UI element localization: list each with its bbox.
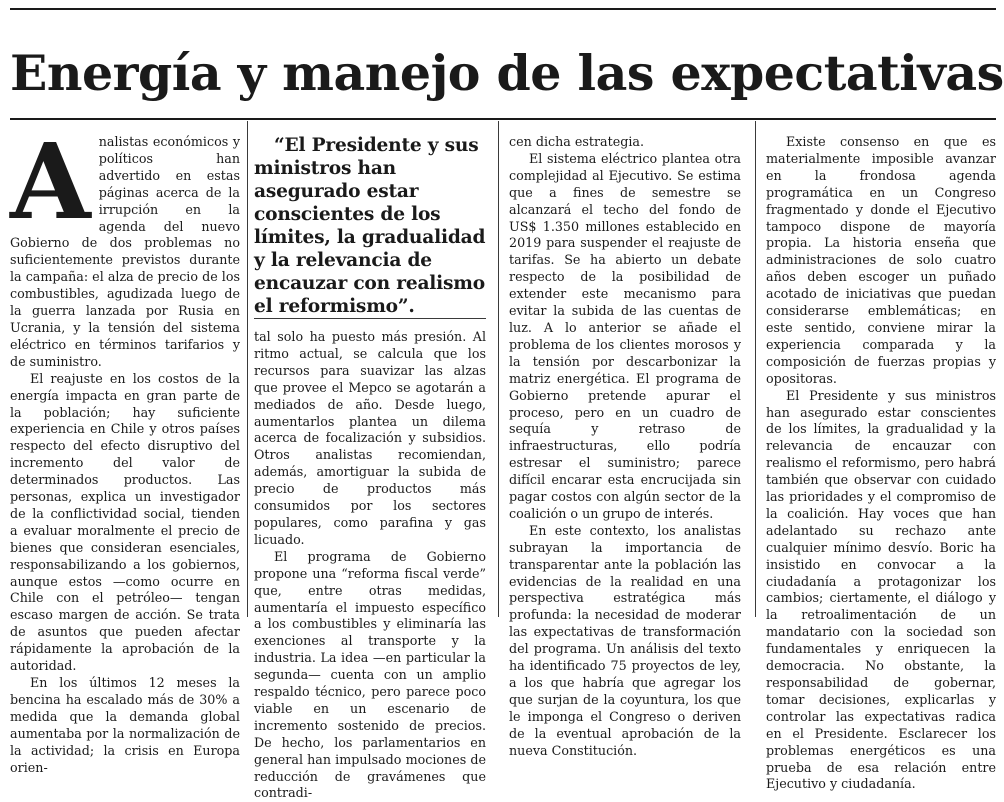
pull-quote: “El Presidente y sus ministros han asegurado estar conscientes de los límites, la gradualidad y la relevancia de encauzar con realismo el reformismo”. <box>254 135 486 317</box>
paragraph-6: cen dicha estrategia. <box>509 134 645 149</box>
paragraph-7: El sistema eléctrico plantea otra complejidad al Ejecutivo. Se estima que a fines de semestre se alcanzará el techo del fondo de US$ 1.350 millones establecido en 2019 para suspender el reajuste de tarifas. Se ha abierto un debate respecto de la posibilidad de extender este mecanismo para evitar la subida de las cuentas de luz. A lo anterior se añade el problema de los clientes morosos y la tensión por descarbonizar la matriz energética. El programa de Gobierno pretende apurar el proceso, pero en un cuadro de sequía y retraso de infraestructuras, ello podría estresar el suministro; parece difícil encarar esta encrucijada sin pagar costos con algún sector de la coalición o un grupo de interés. <box>509 150 741 521</box>
drop-cap: A <box>10 120 91 243</box>
paragraph-1 <box>10 120 240 371</box>
headline-rule <box>10 118 996 120</box>
column-divider-3 <box>755 121 756 617</box>
paragraph-5: El programa de Gobierno propone una “reforma fiscal verde” que, entre otras medidas, aumentaría el impuesto específico a los combustibles y eliminaría las exenciones al transporte y la industria. La idea —en particular la segunda— cuenta con un amplio respaldo técnico, pero parece poco viable en un escenario de incremento sostenido de precios. De hecho, los parlamentarios en general han impulsado mociones de reducción de gravámenes que contradi- <box>254 548 486 801</box>
column-4 <box>766 134 996 792</box>
paragraph-1-text: nalistas económicos y políticos han advertido en estas páginas acerca de la irrupción en la agenda del nuevo Gobierno de dos problemas no suficientemente previstos durante la campaña: el alza de precio de los combustibles, agudizada luego de la guerra lanzada por Rusia en Ucrania, y la tensión del sistema eléctrico en términos tarifarios y de suministro. <box>10 134 240 369</box>
column-3 <box>509 134 741 758</box>
column-2 <box>254 134 486 801</box>
column-divider-2 <box>498 121 499 617</box>
paragraph-10: El Presidente y sus ministros han asegurado estar conscientes de los límites, la gradualidad y la relevancia de encauzar con realismo el reformismo, pero habrá también que observar con cuidado las prioridades y el compromiso de la coalición. Hay voces que han adelantado su rechazo ante cualquier mínimo desvío. Boric ha insistido en convocar a la ciudadanía a protagonizar los cambios; ciertamente, el diálogo y la retroalimentación de un mandatario con la sociedad son fundamentales y enriquecen la democracia. No obstante, la responsabilidad de gobernar, tomar decisiones, explicarlas y controlar las expectativas radica en el Presidente. Esclarecer los problemas energéticos es una prueba de esa relación entre Ejecutivo y ciudadanía. <box>766 387 996 792</box>
pull-quote-rule <box>254 318 486 319</box>
top-rule <box>10 8 996 10</box>
paragraph-9: Existe consenso en que es materialmente imposible avanzar en la frondosa agenda programática en un Congreso fragmentado y donde el Ejecutivo tampoco dispone de mayoría propia. La historia enseña que administraciones de solo cuatro años deben escoger un puñado acotado de iniciativas que puedan considerarse emblemáticas; en este sentido, conviene mirar la experiencia comparada y la composición de fuerzas propias y opositoras. <box>766 134 996 386</box>
column-1 <box>10 120 240 775</box>
paragraph-2: El reajuste en los costos de la energía impacta en gran parte de la población; hay suficiente experiencia en Chile y otros países respecto del efecto disruptivo del incremento del valor de determinados productos. Las personas, explica un investigador de la conflictividad social, tienden a evaluar moralmente el precio de bienes que consideran esenciales, responsabilizando a los gobiernos, aunque estos —como ocurre en Chile con el petróleo— tengan escaso margen de acción. Se trata de asuntos que pueden afectar rápidamente la aprobación de la autoridad. <box>10 370 240 674</box>
paragraph-4: tal solo ha puesto más presión. Al ritmo actual, se calcula que los recursos para suavizar las alzas que provee el Mepco se agotarán a mediados de año. Desde luego, aumentarlos plantea un dilema acerca de focalización y subsidios. Otros analistas recomiendan, además, amortiguar la subida de precio de productos más consumidos por los sectores populares, como parafina y gas licuado. <box>254 329 486 547</box>
paragraph-8: En este contexto, los analistas subrayan la importancia de transparentar ante la población las evidencias de la realidad en una perspectiva estratégica más profunda: la necesidad de moderar las expectativas de transformación del programa. Un análisis del texto ha identificado 75 proyectos de ley, a los que habría que agregar los que surjan de la coyuntura, los que le imponga el Congreso o deriven de la eventual aprobación de la nueva Constitución. <box>509 522 741 758</box>
headline: Energía y manejo de las expectativas <box>10 44 1004 102</box>
paragraph-3: En los últimos 12 meses la bencina ha escalado más de 30% a medida que la demanda global aumentaba por la normalización de la actividad; la crisis en Europa orien- <box>10 675 240 775</box>
column-divider-1 <box>247 121 248 617</box>
